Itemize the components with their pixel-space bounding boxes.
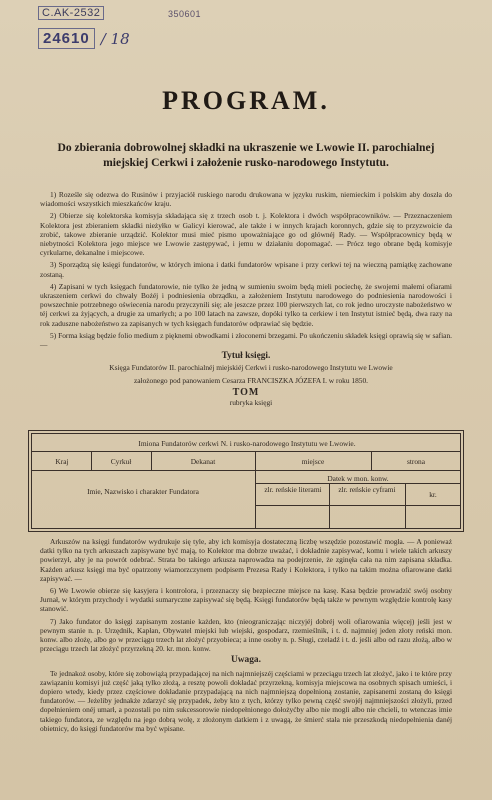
paragraph-5: 5) Forma ksiąg będzie folio medium z pięknemi obwodkami i złoconemi brzegami. Po ukończeniu składek księgi oprawią się w safian. — bbox=[40, 330, 452, 350]
col-name: Imie, Nazwisko i charakter Fundatora bbox=[87, 487, 199, 496]
archive-stamp: C.AK-2532 bbox=[38, 6, 104, 20]
document-title: PROGRAM. bbox=[162, 86, 330, 115]
rubric-table bbox=[28, 430, 464, 532]
paragraph-6: 6) We Lwowie obierze się kasyjera i kontrolora, i przeznaczy się bezpieczne miejsce na kasę. Kasa będzie prowadzić swój osobny Jurnał, w którym przychody i wydatki sumaryczne zapisywać się będą. Księgi fundatorów będą także w pewnym względzie kontrolę kasy stanowić. bbox=[40, 586, 452, 614]
uwaga-text: Te jednakoż osoby, które się zobowiążą przypadającej na nich najmniejszéj częściami w przeciągu trzech lat złożyć, jako i te które przy zawiązaniu komisyi już część jaką tylko złożą, a resztę powoli dokładać przyrzekną, komisyja miejscowa na osobnych spisach umieści, i dopiero wtedy, kiedy przez częściowe dokładanie przypadającą na nich najmniejszą dopełnioną zostanie, zapisanemi zostaną do księgi fundatorów. — Jeżeliby jednakże zdarzyć się przypadek, żeby kto z tych, którzy tylko pewną część swojéj najmniejszości złożyli, przed dopełnieniem onéj umarł, a pozostali po nim sukcessorowie niedopełnionego dołożyćby albo nie mogli albo nie chcieli, to wtenczas imie takiego fundatora, ze względu na jego dobrą wolę, z złożonym datkiem i z uwagą, że śmierć stała nie przeszkodą niedopełnienia danéj obietnicy, do księgi fundatorów ma być wpisane. bbox=[40, 668, 452, 733]
catalog-number: 24610 bbox=[38, 28, 95, 49]
program-body bbox=[40, 190, 452, 410]
paragraph-3: 3) Sporządzą się księgi fundatorów, w których imiona i datki fundatorów wpisane i przy cerkwi tej na wieczną pamiątkę zachowane zostaną. bbox=[40, 260, 452, 279]
table-rule bbox=[255, 505, 461, 506]
tom-label: TOM bbox=[232, 386, 260, 398]
document-subtitle: Do zbierania dobrowolnej składki na ukraszenie we Lwowie II. parochialnej miejskiej Cerkwi i założenie rusko-narodowego Instytutu. bbox=[57, 141, 435, 169]
paragraph-after-1: Arkuszów na księgi fundatorów wydrukuje się tyle, aby ich komisyja dostateczną liczbę wszędzie pozostawić mogła. — A ponieważ datki tylko na tych arkuszach zapisywane być mają, to Kolektor ma dobrze uważać, i dokładnie zapisywać, komu i wiele takich arkuszy powierzył, aby je na powrót odebrać. Strata bo takiego arkusza naprowadza na podejrzenie, że zginęła cała na nim zapisana składka. Każden arkusz księgi ma być opatrzony wiamorzczynem podpisem Prezesa Rady i Kolektora, i tylko na takim można ofiarowane datki zapisywać. — bbox=[40, 537, 452, 583]
inventory-stamp: 350601 bbox=[168, 9, 202, 19]
handwritten-note: / 18 bbox=[100, 29, 130, 48]
col-cyrkul: Cyrkuł bbox=[110, 457, 132, 466]
program-body-continued bbox=[40, 537, 452, 736]
gift-col-kr: kr. bbox=[429, 490, 437, 499]
paragraph-7: 7) Jako fundator do księgi zapisanym zostanie każden, kto (nieograniczając niczyjéj dobréj woli ofiarowania więcej) jeśli jest w pewnym stanie n. p. Urzędnik, Kapłan, Obywatel miejski lub wiejski, gospodarz, rzemieślnik, i t. d. najmniej jeden złoty reński mon. konw. albo złożę, albo go w przeciągu trzech lat złożyć przyobieca; a inne osoby n. p. Sługi, czeladź i t. d. jeśli albo od razu złożą, albo w przeciągu trzech lat złożyć przyrzekną 20. kr. mon. konw. bbox=[40, 616, 452, 654]
archive-stamps bbox=[38, 6, 472, 24]
paragraph-1: 1) Roześle się odezwa do Rusinów i przyjaciół ruskiego narodu drukowana w języku ruskim, niemieckim i polskim aby doszła do wiadomości wszystkich mieszkańców kraju. bbox=[40, 190, 452, 209]
table-rule bbox=[31, 470, 461, 471]
uwaga-heading: Uwaga. bbox=[231, 655, 261, 666]
paragraph-2: 2) Obierze się kolektorska komisyja składająca się z trzech osob t. j. Kolektora i dwóch współpracowników. — Przeznaczeniem Kolektora jest zbieraniem składki nieżyłko w Galicyi kierować, ale także i w innych krajach koronnych, gdzie się to przyzwoicie da zrobić, takowe zbieranie urządzić. Kolektor musi mieć pismo upoważniające go od głównéj Rady. — Współpracownicy będą w niebytności Kolektora jego miejsce we Lwowie zastępywać, i jemu w działaniu dopomagać. — Prócz tego obrane będą komisyje cyrkularne, dekanalne i miejscowe. bbox=[40, 211, 452, 258]
col-dekanat: Dekanat bbox=[190, 457, 216, 466]
gift-header: Datek w mon. konw. bbox=[327, 474, 389, 483]
catalog-mark bbox=[38, 28, 130, 49]
table-rule bbox=[255, 483, 461, 484]
gift-col-digits: zlr. reńskie cyframi bbox=[338, 485, 396, 494]
table-header: Imiona Fundatorów cerkwi N. i rusko-narodowego Instytutu we Lwowie. bbox=[138, 439, 356, 448]
gift-col-letters: zlr. reńskie literami bbox=[264, 485, 322, 494]
title-page-line-1: Księga Fundatorów II. parochialnéj miejskiéj Cerkwi i rusko-narodowego Instytutu we Lwowie bbox=[109, 363, 393, 373]
table-rule bbox=[329, 483, 330, 529]
paragraph-4: 4) Zapisani w tych księgach fundatorowie, nie tylko że jedną w sumieniu swoim będą mieli pociechę, że swojemi małemi ofiarami ukraszeniem cerkwi do chwały Bożéj i podniesienia obrządku, a założeniem Instytutu narodowego do podniesienia narodowości i powszechnie potrzebnego oświecenia narodu przyczynili się; ale jeszcze przez 100 pierwszych lat, co rok jedno uroczyste nabożeństwo w téj cerkwi za żyjących, a drugie za umarłych; a po 100 latach na zawsze, dopóki tylko ta cerkiew i ten Instytut istnieć będą, dwa razy na rok zaduszne nabożeństwo za zapisanych w tych księgach fundatorów odprawiać się będzie. bbox=[40, 281, 452, 328]
col-kraj: Kraj bbox=[55, 457, 69, 466]
title-page-heading: Tytuł księgi. bbox=[221, 351, 271, 362]
col-strona: strona bbox=[406, 457, 426, 466]
col-miejsce: miejsce bbox=[301, 457, 325, 466]
table-rule bbox=[31, 451, 461, 452]
title-page-line-2: założonego pod panowaniem Cesarza FRANCISZKA JÓZEFA I. w roku 1850. bbox=[133, 375, 369, 385]
rubric-label: rubryka księgi bbox=[229, 398, 273, 408]
